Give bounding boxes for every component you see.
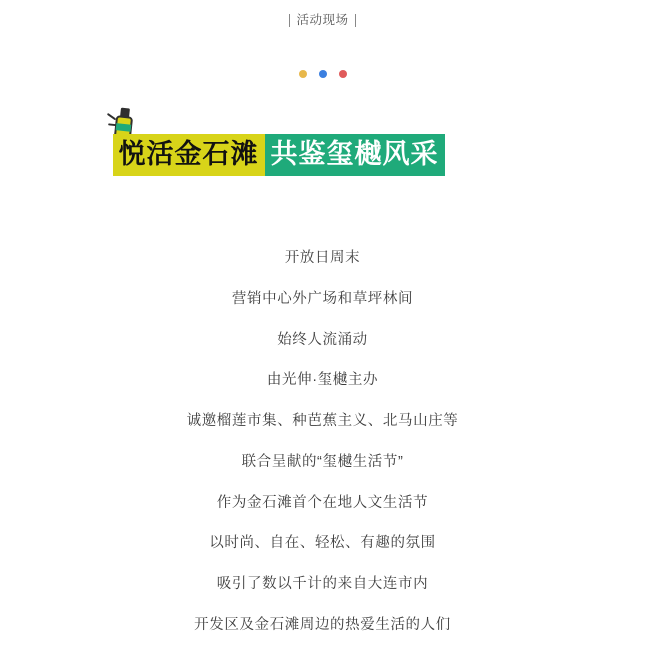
decorative-dots xyxy=(299,70,347,78)
body-line: 以时尚、自在、轻松、有趣的氛围 xyxy=(209,535,436,552)
body-line: 营销中心外广场和草坪林间 xyxy=(231,290,414,307)
headline xyxy=(113,134,445,176)
section-marker xyxy=(289,13,355,28)
dot-red xyxy=(339,70,347,78)
headline-segment-2: 共鉴玺樾风采 xyxy=(265,134,445,176)
section-marker-label: 活动现场 xyxy=(296,13,349,27)
body-line: 开放日周末 xyxy=(284,250,361,266)
headline-segment-1: 悦活金石滩 xyxy=(113,134,265,176)
headline-block xyxy=(113,126,533,186)
dot-blue xyxy=(319,70,327,78)
body-line: 联合呈献的“玺樾生活节” xyxy=(241,453,404,470)
body-line: 吸引了数以千计的来自大连市内 xyxy=(216,576,429,592)
dot-yellow xyxy=(299,70,307,78)
body-line: 由光伸·玺樾主办 xyxy=(266,372,379,389)
marker-bar-right xyxy=(355,14,356,27)
body-line: 开发区及金石滩周边的热爱生活的人们 xyxy=(194,616,451,633)
body-line: 始终人流涌动 xyxy=(277,331,368,348)
body-text xyxy=(0,248,645,656)
body-line: 作为金石滩首个在地人文生活节 xyxy=(216,494,429,511)
body-line: 诚邀榴莲市集、种芭蕉主义、北马山庄等 xyxy=(186,413,459,429)
marker-bar-left xyxy=(289,14,290,27)
